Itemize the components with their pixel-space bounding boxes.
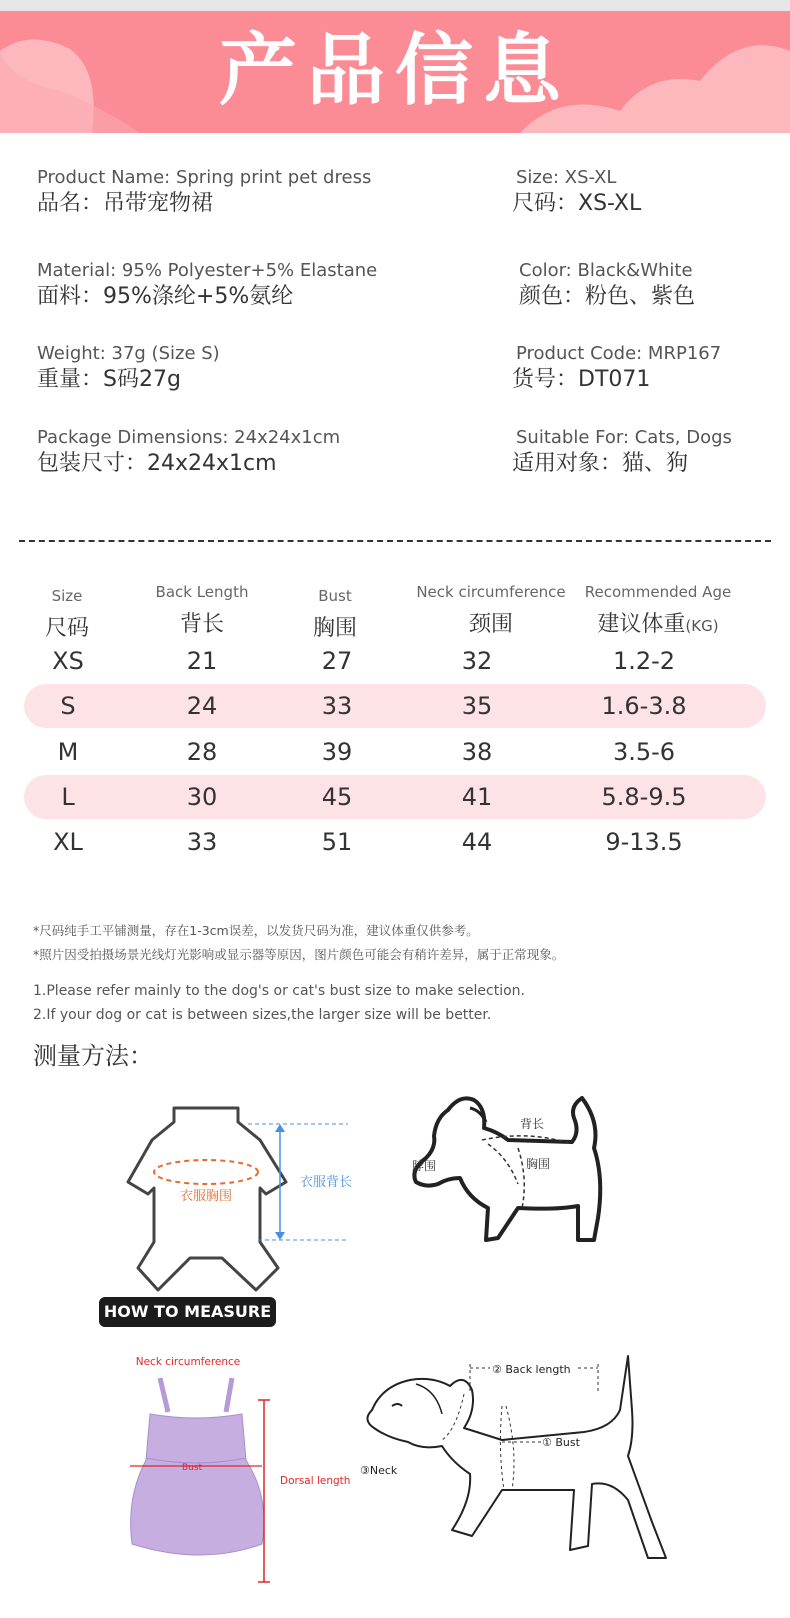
note-cn-1: *尺码纯手工平铺测量，存在1-3cm误差，以发货尺码为准，建议体重仅供参考。 [33,923,479,938]
header-neck-en: Neck circumference [416,583,566,601]
package-en: Package Dimensions: 24x24x1cm [37,427,341,448]
header-weight [572,583,744,638]
table-cell: 38 [461,737,493,766]
banner-title: 产品信息 [218,26,571,116]
table-cell: 33 [186,828,218,857]
info-suitable [512,426,732,476]
table-cell: 32 [461,647,493,675]
table-cell: 1.2-2 [612,647,676,675]
color-en: Color: Black&White [519,260,693,281]
info-size [512,166,642,216]
weight-cn: 重量：S码27g [37,367,181,392]
dress-diagram [122,1348,362,1598]
color-cn: 颜色：粉色、紫色 [519,284,696,309]
info-product-name [37,166,371,216]
table-cell: XS [52,647,84,675]
dashed-divider [19,540,771,542]
shirt-diagram [118,1102,378,1302]
note-en-1: 1.Please refer mainly to the dog's or cat's bust size to make selection. [33,983,526,999]
table-cell: 5.8-9.5 [601,782,687,811]
dog2-neck-label: ③Neck [360,1464,398,1477]
info-package [37,426,340,476]
dog2-bust-label: ① Bust [542,1436,580,1449]
table-cell: 28 [186,737,218,766]
header-back-length-cn: 背长 [179,612,224,637]
info-code [512,342,722,392]
header-banner [0,11,790,133]
material-en: Material: 95% Polyester+5% Elastane [37,260,378,281]
header-neck-cn: 颈围 [468,612,513,637]
table-cell: 45 [321,782,353,811]
table-cell: 9-13.5 [605,828,683,857]
size-cn: 尺码：XS-XL [512,191,642,216]
dress-neck-label: Neck circumference [135,1356,241,1368]
header-back-length-en: Back Length [155,583,249,601]
header-neck [396,583,586,638]
table-cell: 51 [321,828,353,857]
table-cell: 21 [186,647,218,675]
product-name-cn: 品名：吊带宠物裙 [37,191,214,216]
size-en: Size: XS-XL [516,167,617,188]
table-cell: 39 [321,737,353,766]
header-bust-en: Bust [318,587,352,605]
table-cell: M [57,737,79,766]
top-strip [0,0,790,11]
dress-dorsal-label: Dorsal length [280,1475,351,1487]
header-back-length [134,583,270,638]
table-cell: 3.5-6 [612,737,676,766]
code-cn: 货号：DT071 [512,367,651,392]
header-size [24,587,110,642]
shirt-bust-label: 衣服胸围 [179,1189,233,1204]
measure-title: 测量方法： [33,1042,153,1070]
material-cn: 面料：95%涤纶+5%氨纶 [37,284,294,309]
weight-en: Weight: 37g (Size S) [37,343,220,364]
header-weight-cn [572,607,744,638]
header-weight-en: Recommended Age [584,583,732,601]
table-row [24,775,766,819]
table-cell: 41 [461,782,493,811]
table-cell: XL [53,828,83,857]
header-bust [284,587,386,642]
table-row [24,639,766,683]
how-to-measure-badge: HOW TO MEASURE [99,1297,276,1327]
header-weight-unit: (KG) [685,617,719,635]
table-cell: L [61,782,75,811]
note-en-2: 2.If your dog or cat is between sizes,the larger size will be better. [33,1007,492,1023]
info-weight [37,342,220,392]
table-cell: 1.6-3.8 [601,692,687,721]
note-cn-2: *照片因受拍摄场景光线灯光影响或显示器等原因，图片颜色可能会有稍许差异，属于正常现象。 [33,947,565,962]
info-color [519,259,695,309]
shirt-back-label: 衣服背长 [300,1175,353,1190]
dog-neck-label: 脖围 [412,1159,437,1173]
dog-sketch-diagram [352,1350,692,1590]
package-cn: 包装尺寸：24x24x1cm [37,451,277,476]
table-row [24,684,766,728]
suitable-cn: 适用对象：猫、狗 [512,451,689,476]
table-row [24,820,766,864]
dog2-back-label: ② Back length [492,1363,571,1376]
table-cell: 24 [186,692,218,721]
header-bust-cn: 胸围 [312,616,357,641]
table-cell: 44 [461,828,493,857]
dog-diagram [408,1088,628,1268]
dog-bust-label: 胸围 [526,1157,551,1171]
info-material [37,259,377,309]
table-cell: 33 [321,692,353,721]
suitable-en: Suitable For: Cats, Dogs [516,427,732,448]
table-row [24,730,766,774]
dog-back-label: 背长 [520,1117,545,1131]
product-name-en: Product Name: Spring print pet dress [37,167,372,188]
header-weight-cn-text: 建议体重 [597,612,686,637]
code-en: Product Code: MRP167 [516,343,722,364]
table-cell: S [60,692,76,721]
table-cell: 35 [461,692,493,721]
header-size-en: Size [51,587,83,605]
table-cell: 27 [321,647,353,675]
header-size-cn: 尺码 [44,616,89,641]
table-cell: 30 [186,782,218,811]
dress-bust-label: Bust [182,1463,203,1473]
